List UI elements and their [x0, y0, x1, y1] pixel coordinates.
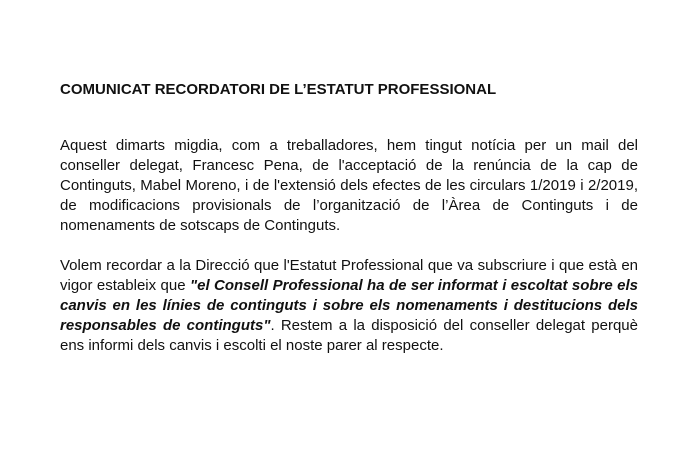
paragraph-2-lead: Volem recordar a la Direcció que l'Estatut Professional que va subscriure i que està en vigor estableix que — [60, 257, 638, 294]
document-title: COMUNICAT RECORDATORI DE L’ESTATUT PROFESSIONAL — [60, 81, 497, 98]
paragraph-2-tail: . Restem a la disposició del conseller delegat perquè ens informi dels canvis i escolti el noste parer al respecte. — [60, 317, 638, 354]
document-page — [60, 80, 638, 356]
paragraph-2 — [60, 256, 638, 356]
paragraph-2-quote: "el Consell Professional ha de ser informat i escoltat sobre els canvis en les línies de continguts i sobre els nomenaments i destitucions dels responsables de continguts" — [60, 277, 639, 334]
paragraph-1: Aquest dimarts migdia, com a treballadores, hem tingut notícia per un mail del conseller delegat, Francesc Pena, de l'acceptació de la renúncia de la cap de Continguts, Mabel Moreno, i de l'extensió dels efectes de les circulars 1/2019 i 2/2019, de modificacions provisionals de l’organització de l’Àrea de Continguts i de nomenaments de sotscaps de Continguts. — [60, 137, 638, 234]
